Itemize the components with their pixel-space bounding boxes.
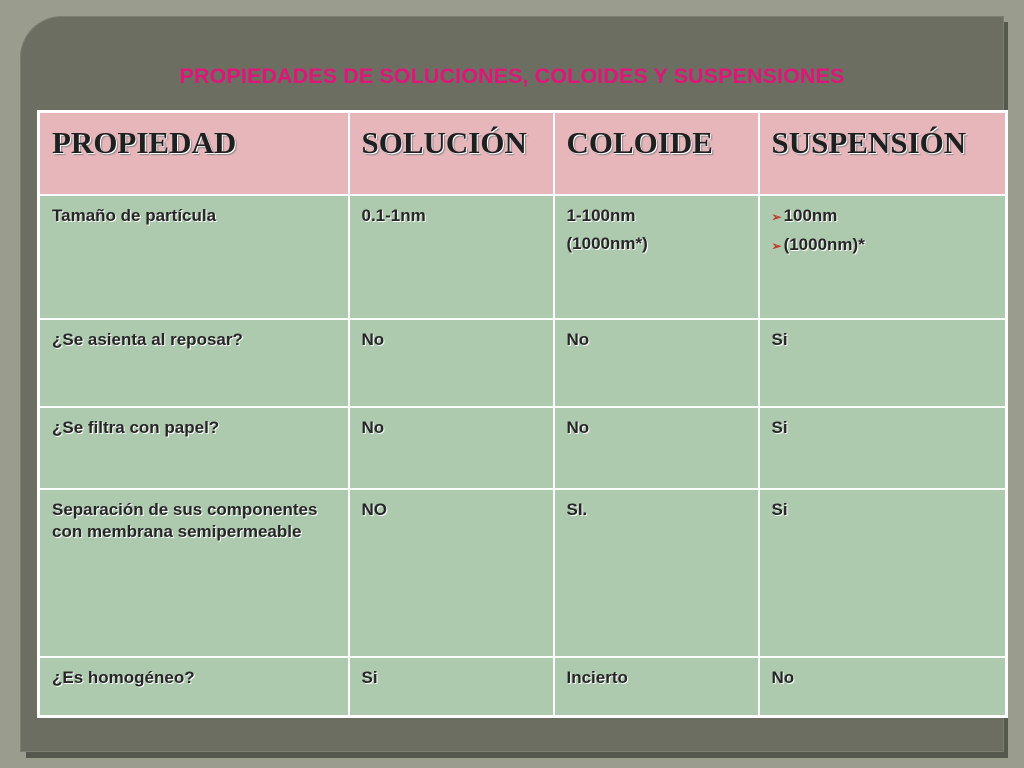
cell-property: ¿Se filtra con papel? [39,407,349,489]
cell-property: Separación de sus componentes con membrana semipermeable [39,489,349,657]
cell-suspension: Si [759,407,1007,489]
bullet-text: 100nm [783,205,838,225]
table-row [39,319,1007,407]
header-solucion: SOLUCIÓN [349,112,554,195]
cell-colloid: No [554,319,759,407]
arrow-bullet-icon: ➢ [771,238,782,253]
table-row [39,195,1007,319]
arrow-bullet-icon: ➢ [771,209,782,224]
cell-suspension: Si [759,489,1007,657]
cell-suspension: No [759,657,1007,717]
cell-solution: No [349,319,554,407]
table-header-row [39,112,1007,195]
bullet-text: (1000nm)* [783,234,865,254]
bullet-item [772,205,994,228]
colloid-value: 1-100nm [566,205,636,225]
header-suspension: SUSPENSIÓN [759,112,1007,195]
cell-colloid: Incierto [554,657,759,717]
cell-colloid [554,195,759,319]
header-coloide: COLOIDE [554,112,759,195]
cell-suspension [759,195,1007,319]
cell-solution: Si [349,657,554,717]
cell-solution: NO [349,489,554,657]
cell-solution: No [349,407,554,489]
properties-table [37,110,1008,718]
cell-property: ¿Se asienta al reposar? [39,319,349,407]
slide-title: PROPIEDADES DE SOLUCIONES, COLOIDES Y SUSPENSIONES [179,64,845,88]
cell-colloid: No [554,407,759,489]
cell-property: Tamaño de partícula [39,195,349,319]
header-propiedad: PROPIEDAD [39,112,349,195]
cell-solution: 0.1-1nm [349,195,554,319]
bullet-item [772,234,994,257]
cell-colloid: SI. [554,489,759,657]
colloid-note: (1000nm*) [566,233,648,253]
table-row [39,407,1007,489]
table-row [39,489,1007,657]
table-row [39,657,1007,717]
cell-suspension: Si [759,319,1007,407]
cell-property: ¿Es homogéneo? [39,657,349,717]
